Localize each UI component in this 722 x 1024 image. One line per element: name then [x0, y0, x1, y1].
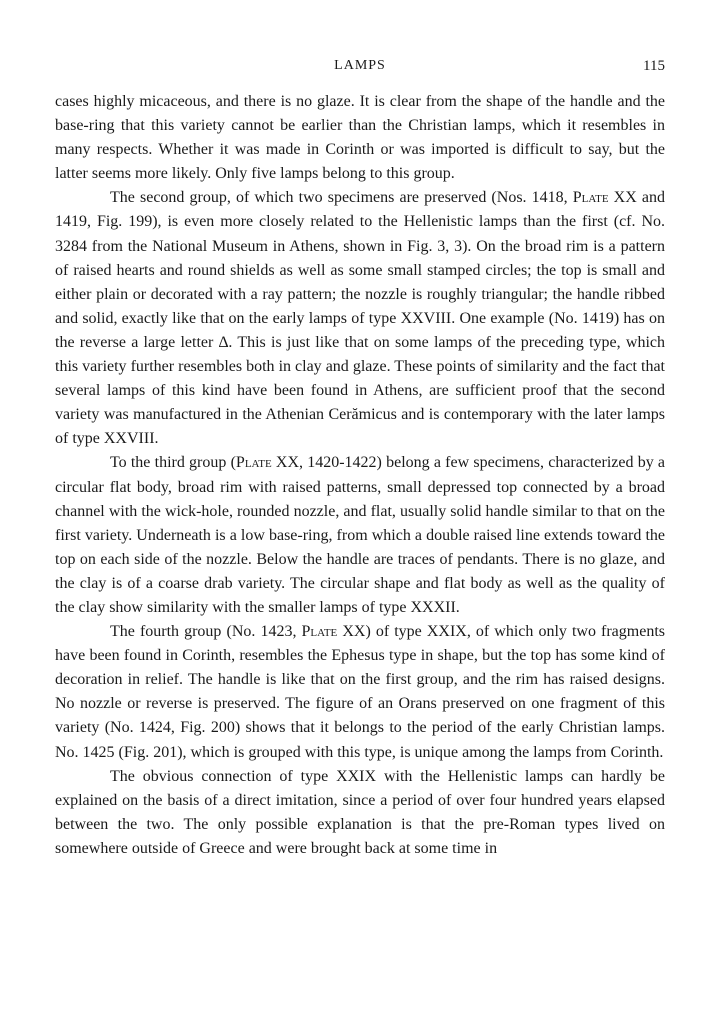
paragraph-3-text-b: XX, 1420-1422) belong a few specimens, characterized by a circular flat body, broad rim with raised patterns, small depressed top connected by a broad channel with the wick-hole, rounded nozzle, and flat, usually solid handle similar to that on the first variety. Underneath is a low base-ring, from which a double raised line extends toward the top on each side of the nozzle. Below the handle are traces of pendants. There is no glaze, and the clay is of a coarse drab variety. The circular shape and flat body as well as the quality of the clay show similarity with the smaller lamps of type XXXII.: [55, 454, 666, 616]
paragraph-2: [55, 186, 665, 451]
paragraph-3-text-a: To the third group (: [110, 454, 236, 472]
body-text: [55, 90, 665, 861]
plate-reference: Plate: [235, 454, 272, 472]
paragraph-3: [55, 451, 665, 620]
running-head: [55, 58, 665, 80]
plate-reference: Plate: [301, 623, 338, 641]
paragraph-2-text-a: The second group, of which two specimens are preserved (Nos. 1418,: [110, 189, 573, 207]
paragraph-1-text: cases highly micaceous, and there is no glaze. It is clear from the shape of the handle and the base-ring that this variety cannot be earlier than the Christian lamps, which it resembles in many respects. Whether it was made in Corinth or was imported is difficult to say, but the latter seems more likely. Only five lamps belong to this group.: [55, 93, 665, 183]
paragraph-2-text-b: XX and 1419, Fig. 199), is even more closely related to the Hellenistic lamps than the first (cf. No. 3284 from the National Museum in Athens, shown in Fig. 3, 3). On the broad rim is a pattern of raised hearts and round shields as well as some small stamped circles; the top is small and either plain or decorated with a ray pattern; the nozzle is roughly triangular; the handle ribbed and solid, exactly like that on the early lamps of type XXVIII. One example (No. 1419) has on the reverse a large letter ∆. This is just like that on some lamps of the preceding type, which this variety further resembles both in clay and glaze. These points of similarity and the fact that several lamps of this kind have been found in Athens, are sufficient proof that the second variety was manufactured in the Athenian Cerămicus and is contemporary with the later lamps of type XXVIII.: [55, 189, 665, 448]
page-number: 115: [643, 58, 665, 74]
paragraph-5: [55, 765, 665, 861]
paragraph-1: [55, 90, 665, 186]
running-title: LAMPS: [334, 58, 386, 73]
paragraph-4: [55, 620, 665, 765]
plate-reference: Plate: [572, 189, 609, 207]
paragraph-4-text-a: The fourth group (No. 1423,: [110, 623, 302, 641]
paragraph-4-text-b: XX) of type XXIX, of which only two fragments have been found in Corinth, resembles the Ephesus type in shape, but the top has some kind of decoration in relief. The handle is like that on the first group, and the rim has raised designs. No nozzle or reverse is preserved. The figure of an Orans preserved on one fragment of this variety (No. 1424, Fig. 200) shows that it belongs to the period of the early Christian lamps. No. 1425 (Fig. 201), which is grouped with this type, is unique among the lamps from Corinth.: [55, 623, 665, 761]
paragraph-5-text: The obvious connection of type XXIX with the Hellenistic lamps can hardly be explained on the basis of a direct imitation, since a period of over four hundred years elapsed between the two. The only possible explanation is that the pre-Roman types lived on somewhere outside of Greece and were brought back at some time in: [55, 767, 665, 857]
